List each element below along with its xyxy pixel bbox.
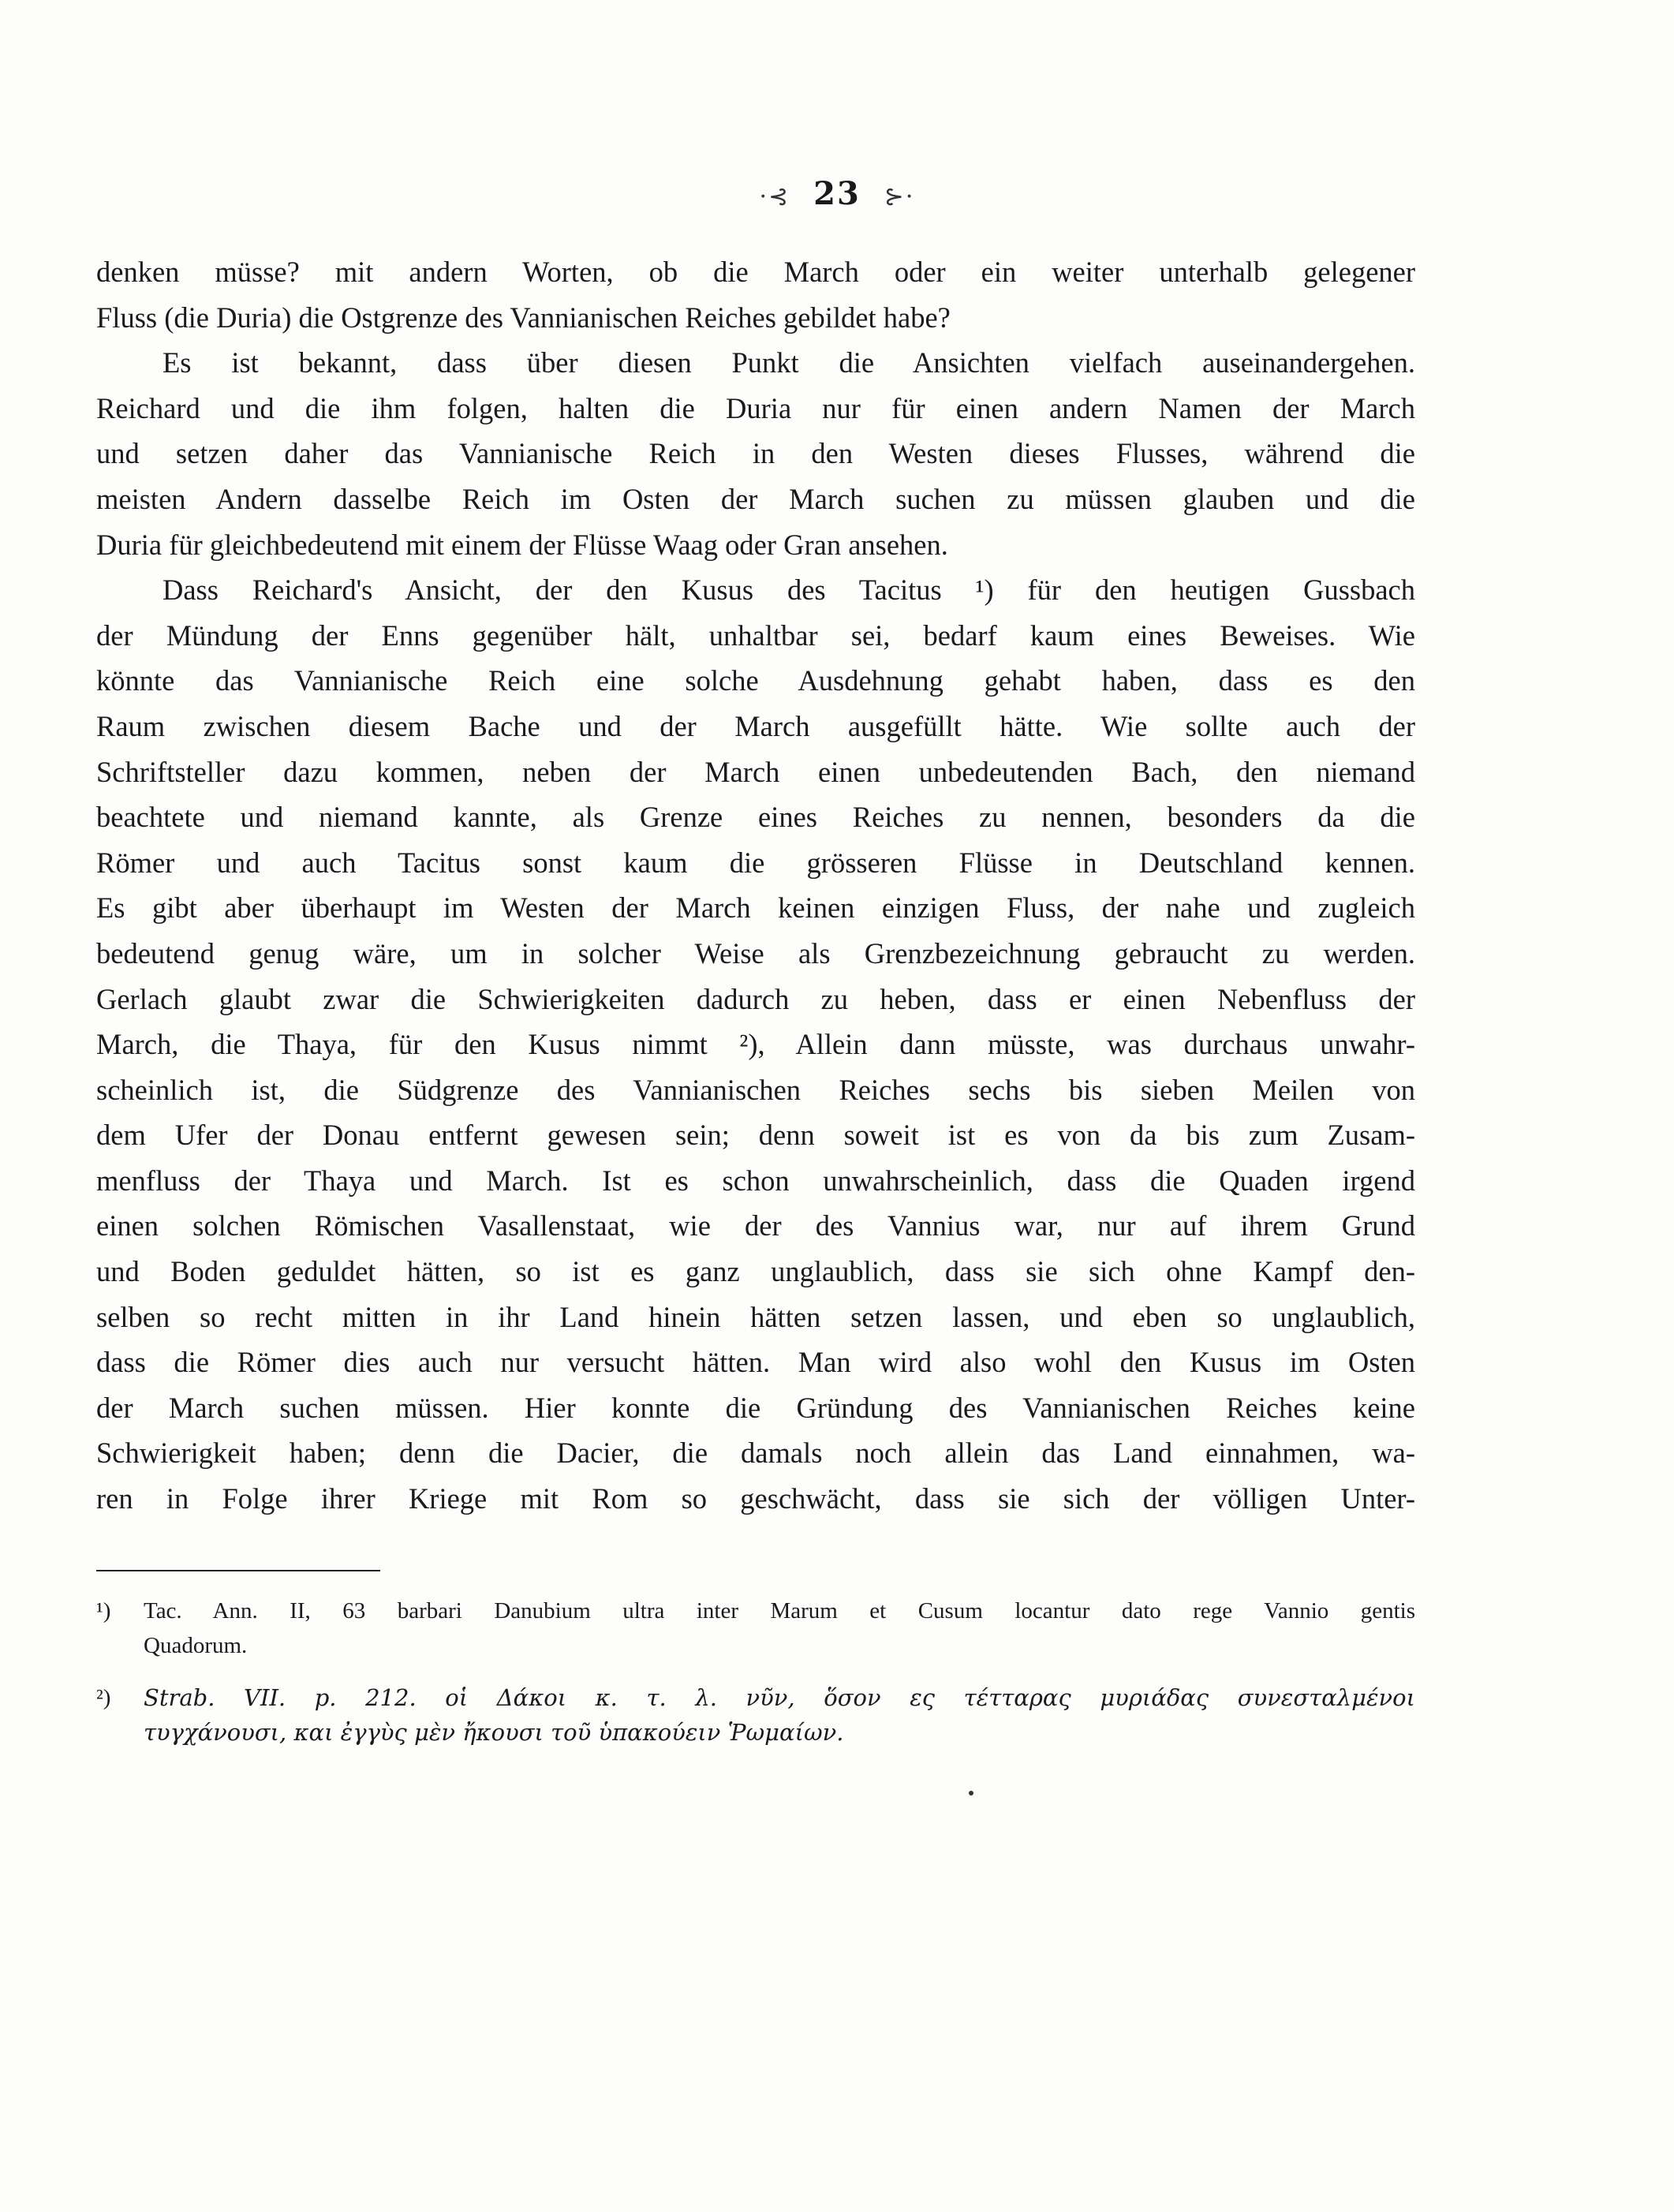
footnote-line: Tac. Ann. II, 63 barbari Danubium ultra inter Marum et Cusum locantur dato rege Vannio gentis <box>144 1598 1415 1624</box>
text-line: ren in Folge ihrer Kriege mit Rom so geschwächt, dass sie sich der völligen Unter- <box>96 1482 1415 1515</box>
footnotes <box>96 1594 1415 1767</box>
footnote-line: τυγχάνουσι, και ἐγγὺς μὲν ἤκουσι τοῦ ὑπακούειν Ῥωμαίων. <box>144 1719 844 1746</box>
footnote <box>96 1680 1415 1750</box>
body-text <box>96 249 1415 1522</box>
text-line: selben so recht mitten in ihr Land hinein hätten setzen lassen, und eben so unglaublich, <box>96 1300 1415 1333</box>
text-line: Gerlach glaubt zwar die Schwierigkeiten dadurch zu heben, dass er einen Nebenfluss der <box>96 982 1415 1015</box>
footnote <box>96 1594 1415 1663</box>
text-line: könnte das Vannianische Reich eine solche Ausdehnung gehabt haben, dass es den <box>96 664 1415 697</box>
text-line: Dass Reichard's Ansicht, der den Kusus des Tacitus ¹) für den heutigen Gussbach <box>163 574 1415 607</box>
header-ornament-right: ⊱· <box>884 183 915 211</box>
text-line: dass die Römer dies auch nur versucht hätten. Man wird also wohl den Kusus im Osten <box>96 1346 1415 1379</box>
text-line: und Boden geduldet hätten, so ist es ganz unglaublich, dass sie sich ohne Kampf den- <box>96 1255 1415 1288</box>
text-line: Duria für gleichbedeutend mit einem der Flüsse Waag oder Gran ansehen. <box>96 528 948 561</box>
page-number: 23 <box>813 175 861 212</box>
ink-speck <box>969 1791 973 1795</box>
text-line: Schriftsteller dazu kommen, neben der March einen unbedeutenden Bach, den niemand <box>96 755 1415 788</box>
text-line: scheinlich ist, die Südgrenze des Vannianischen Reiches sechs bis sieben Meilen von <box>96 1073 1415 1106</box>
text-line: menfluss der Thaya und March. Ist es schon unwahrscheinlich, dass die Quaden irgend <box>96 1164 1415 1197</box>
footnote-mark: ¹) <box>96 1598 111 1624</box>
text-line: der March suchen müssen. Hier konnte die Gründung des Vannianischen Reiches keine <box>96 1391 1415 1424</box>
footnote-line: Quadorum. <box>144 1633 248 1658</box>
text-line: Es gibt aber überhaupt im Westen der March keinen einzigen Fluss, der nahe und zugleich <box>96 891 1415 925</box>
text-line: Römer und auch Tacitus sonst kaum die grösseren Flüsse in Deutschland kennen. <box>96 846 1415 879</box>
text-line: March, die Thaya, für den Kusus nimmt ²), Allein dann müsste, was durchaus unwahr- <box>96 1028 1415 1061</box>
header-ornament-left: ·⊰ <box>759 183 790 211</box>
text-line: Schwierigkeit haben; denn die Dacier, die damals noch allein das Land einnahmen, wa- <box>96 1437 1415 1470</box>
text-line: bedeutend genug wäre, um in solcher Weise als Grenzbezeichnung gebraucht zu werden. <box>96 936 1415 970</box>
text-line: denken müsse? mit andern Worten, ob die March oder ein weiter unterhalb gelegener <box>96 256 1415 288</box>
footnote-mark: ²) <box>96 1685 111 1710</box>
page-header <box>0 175 1674 212</box>
text-line: Es ist bekannt, dass über diesen Punkt die Ansichten vielfach auseinandergehen. <box>163 346 1415 379</box>
text-line: einen solchen Römischen Vasallenstaat, wie der des Vannius war, nur auf ihrem Grund <box>96 1209 1415 1242</box>
footnote-separator <box>96 1570 380 1571</box>
text-line: Reichard und die ihm folgen, halten die Duria nur für einen andern Namen der March <box>96 391 1415 424</box>
footnote-line: Strab. VII. p. 212. οἱ Δάκοι κ. τ. λ. νῦν, ὅσον ες τέτταρας μυριάδας συνεσταλμένοι <box>144 1684 1415 1711</box>
text-line: dem Ufer der Donau entfernt gewesen sein; denn soweit ist es von da bis zum Zusam- <box>96 1119 1415 1152</box>
text-line: beachtete und niemand kannte, als Grenze eines Reiches zu nennen, besonders da die <box>96 801 1415 834</box>
text-line: Fluss (die Duria) die Ostgrenze des Vannianischen Reiches gebildet habe? <box>96 301 951 334</box>
text-line: der Mündung der Enns gegenüber hält, unhaltbar sei, bedarf kaum eines Beweises. Wie <box>96 618 1415 652</box>
text-line: meisten Andern dasselbe Reich im Osten der March suchen zu müssen glauben und die <box>96 482 1415 515</box>
text-line: und setzen daher das Vannianische Reich in den Westen dieses Flusses, während die <box>96 437 1415 470</box>
text-line: Raum zwischen diesem Bache und der March ausgefüllt hätte. Wie sollte auch der <box>96 709 1415 742</box>
